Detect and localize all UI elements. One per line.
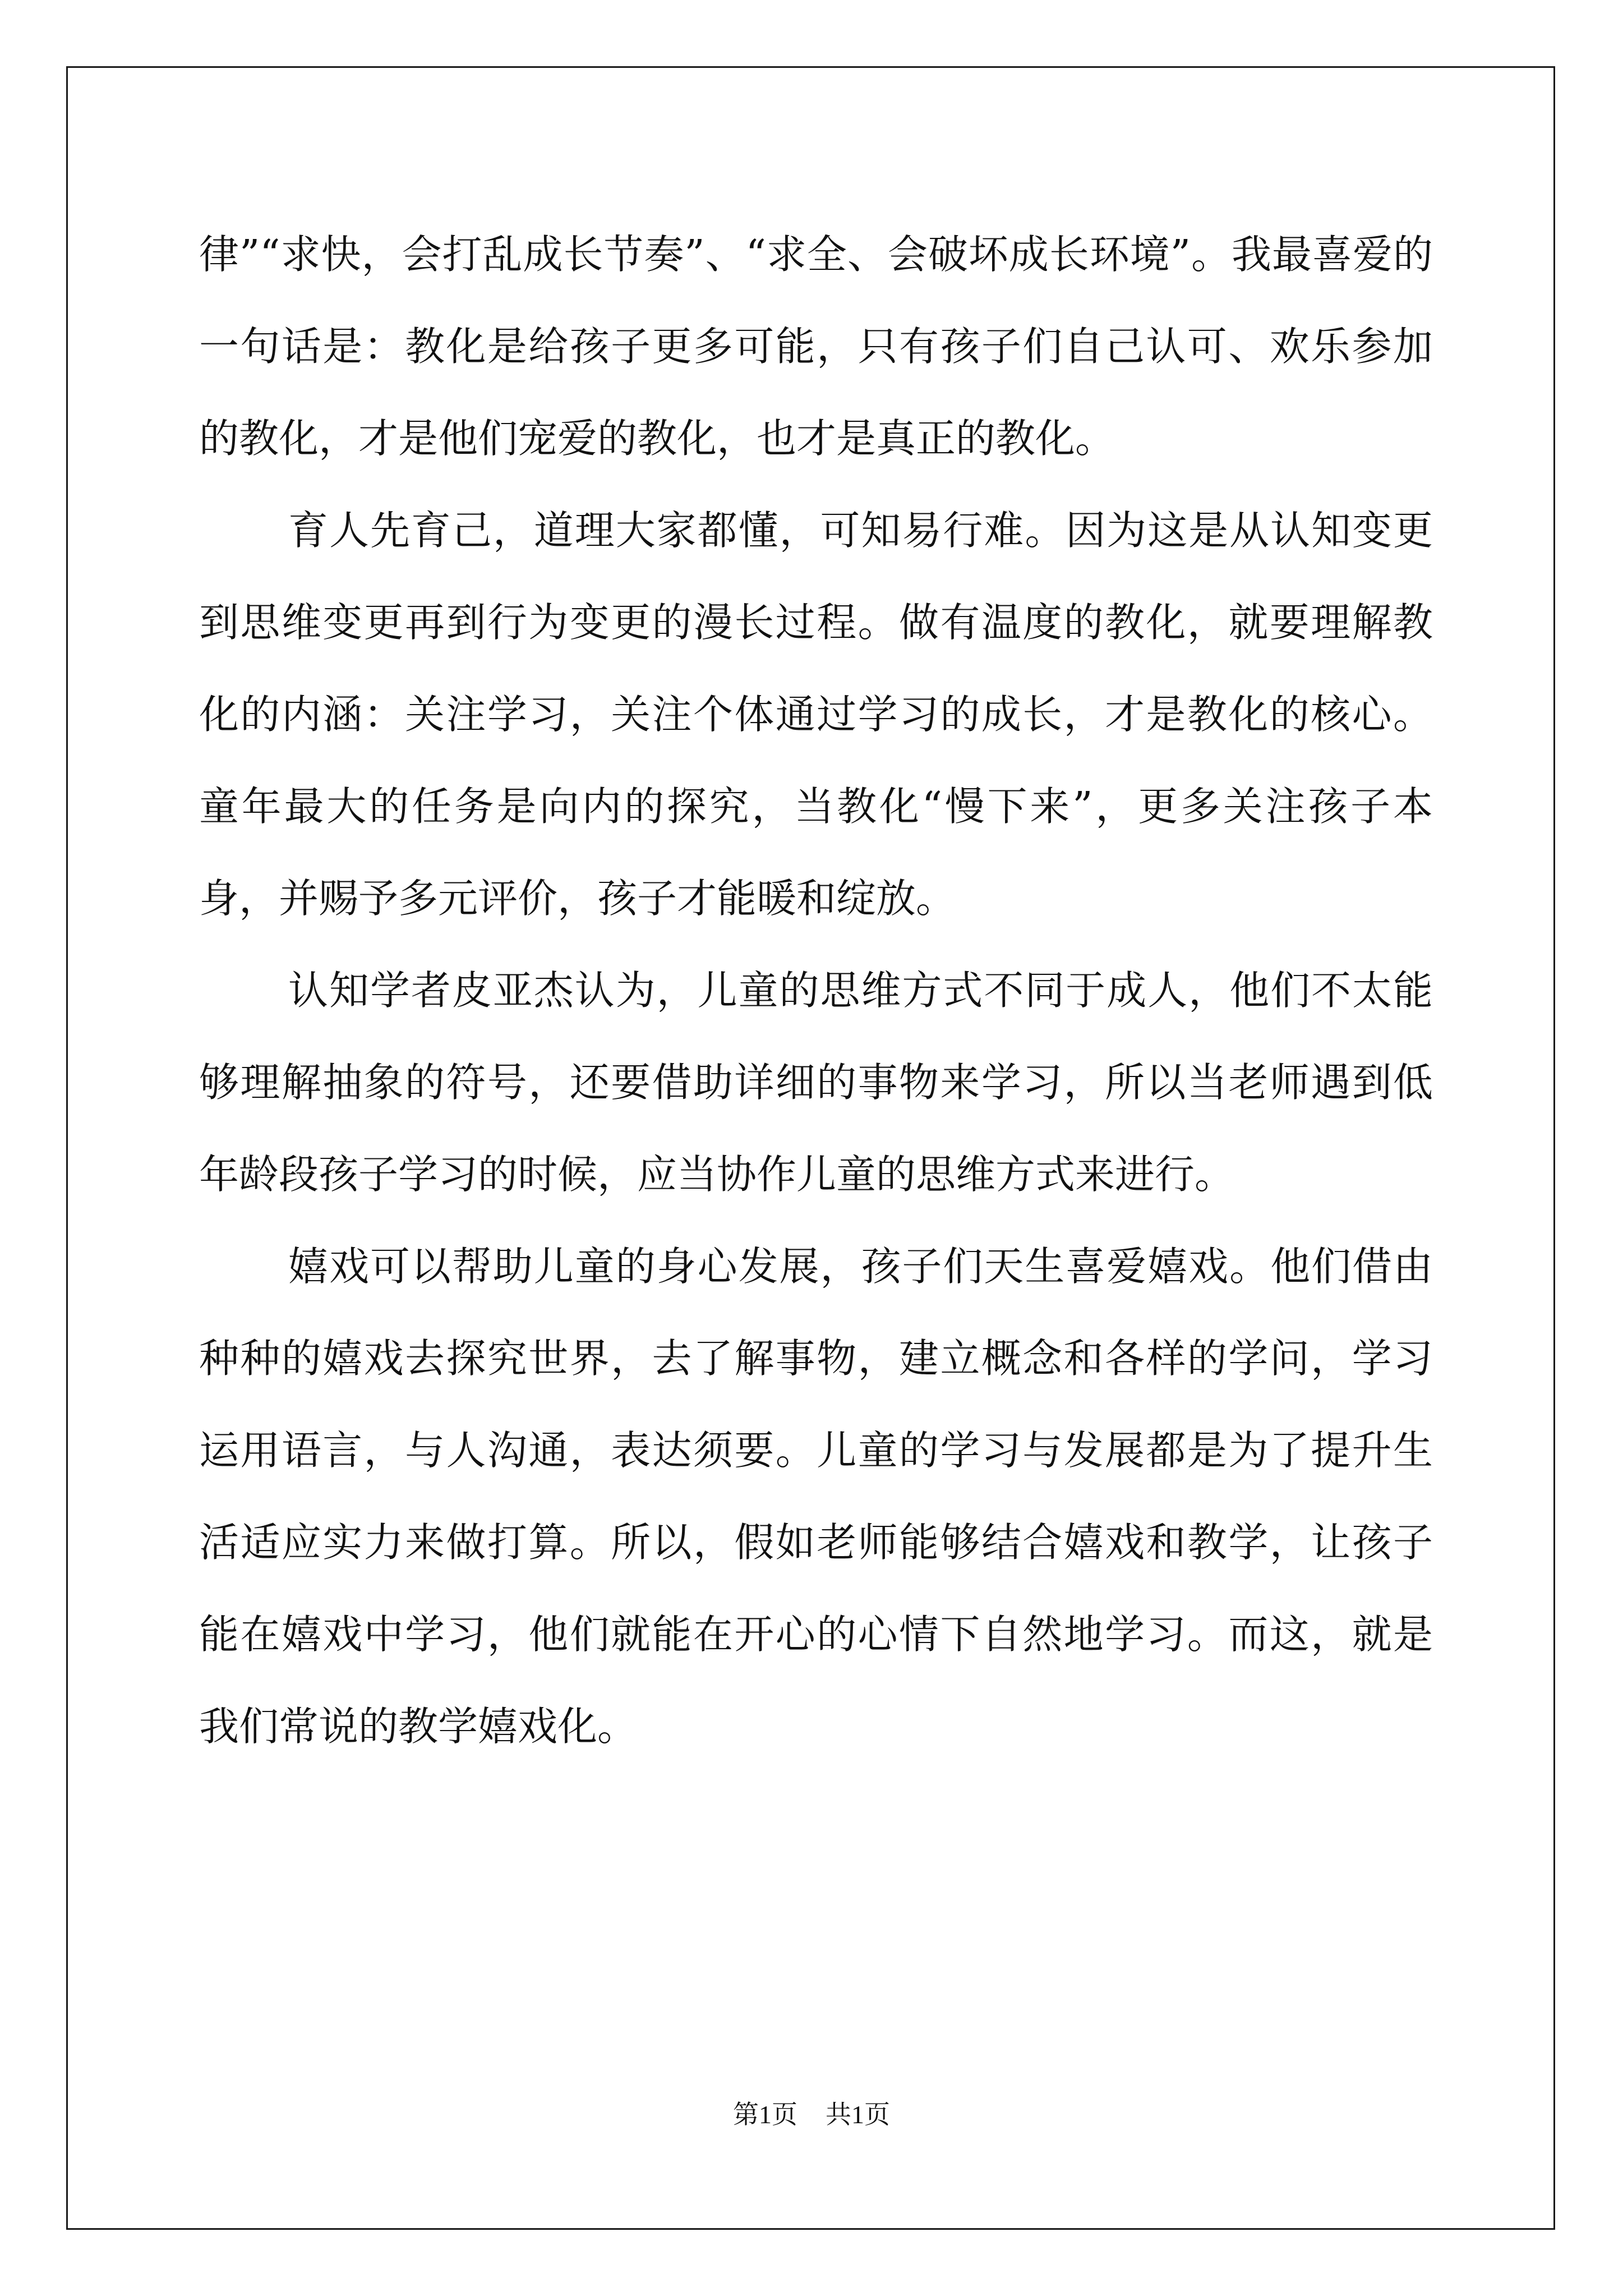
page-footer (0, 2098, 1623, 2132)
page-total: 共1页 (826, 2100, 890, 2129)
page-number: 第1页 (733, 2100, 797, 2129)
paragraph-1: 律”“求快，会打乱成长节奏”、“求全、会破坏成长环境”。我最喜爱的一句话是：教化是给孩子更多可能，只有孩子们自己认可、欢乐参加的教化，才是他们宠爱的教化，也才是真正的教化。 (199, 231, 1433, 462)
paragraph-4: 嬉戏可以帮助儿童的身心发展，孩子们天生喜爱嬉戏。他们借由种种的嬉戏去探究世界，去了解事物，建立概念和各样的学问，学习运用语言，与人沟通，表达须要。儿童的学习与发展都是为了提升生活适应实力来做打算。所以，假如老师能够结合嬉戏和教学，让孩子能在嬉戏中学习，他们就能在开心的心情下自然地学习。而这，就是我们常说的教学嬉戏化。 (199, 1243, 1433, 1750)
paragraph-3: 认知学者皮亚杰认为，儿童的思维方式不同于成人，他们不太能够理解抽象的符号，还要借助详细的事物来学习，所以当老师遇到低年龄段孩子学习的时候，应当协作儿童的思维方式来进行。 (199, 967, 1433, 1198)
document-body (199, 209, 1433, 1773)
paragraph-2: 育人先育己，道理大家都懂，可知易行难。因为这是从认知变更到思维变更再到行为变更的漫长过程。做有温度的教化，就要理解教化的内涵：关注学习，关注个体通过学习的成长，才是教化的核心。童年最大的任务是向内的探究，当教化“慢下来”，更多关注孩子本身，并赐予多元评价，孩子才能暖和绽放。 (199, 507, 1433, 922)
